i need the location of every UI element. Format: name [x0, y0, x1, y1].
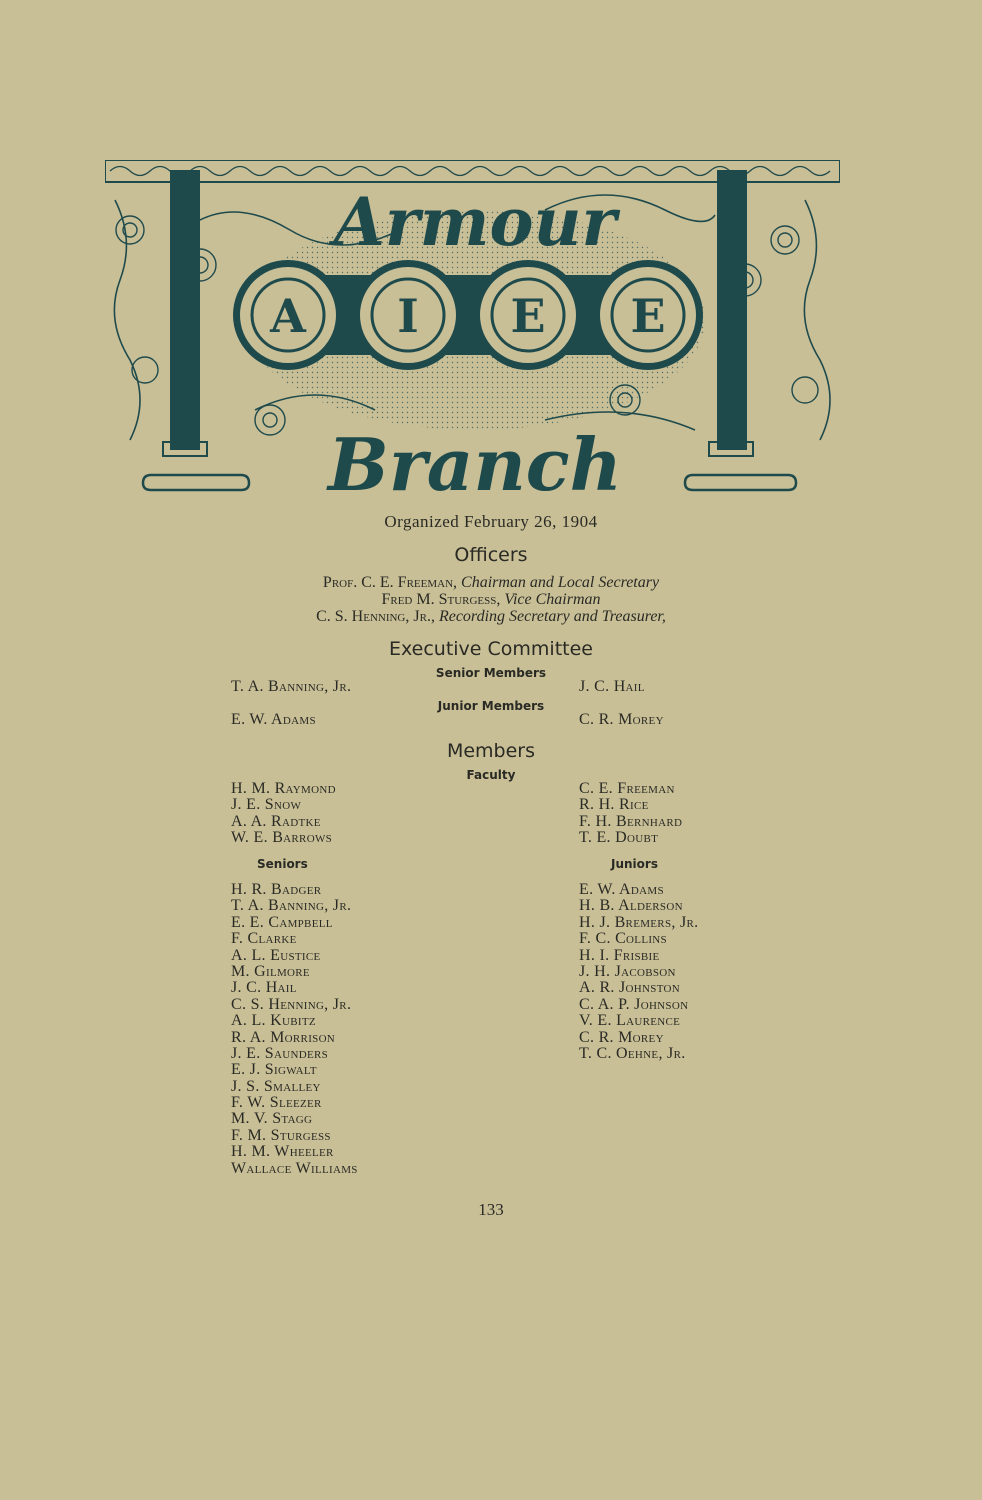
list-item: F. W. Sleezer	[231, 1094, 322, 1112]
exec-senior-right: J. C. Hail	[579, 678, 645, 695]
officer-line	[0, 608, 982, 625]
list-item: A. L. Kubitz	[231, 1012, 316, 1030]
juniors-list	[579, 882, 698, 1062]
medallion-letter-2: I	[397, 289, 419, 343]
list-item: H. I. Frisbie	[579, 946, 660, 964]
seniors-label: Seniors	[257, 857, 308, 871]
list-item: J. E. Saunders	[231, 1044, 329, 1062]
list-item: A. L. Eustice	[231, 946, 321, 964]
list-item: C. E. Freeman	[579, 780, 675, 797]
list-item: M. Gilmore	[231, 962, 310, 980]
list-item: H. B. Alderson	[579, 897, 683, 915]
list-item: A. R. Johnston	[579, 979, 681, 997]
faculty-right-list	[579, 781, 682, 847]
exec-junior-left: E. W. Adams	[231, 711, 316, 728]
officers-list	[0, 574, 982, 625]
list-item: E. W. Adams	[579, 881, 664, 898]
officers-heading: Officers	[454, 544, 528, 566]
list-item: C. A. P. Johnson	[579, 995, 689, 1013]
list-item: E. J. Sigwalt	[231, 1061, 317, 1079]
list-item: T. A. Banning, Jr.	[231, 897, 352, 915]
list-item: W. E. Barrows	[231, 829, 333, 847]
officer-name: C. S. Henning, Jr.,	[316, 608, 435, 625]
seniors-list	[231, 882, 358, 1177]
banner-title-bottom: Branch	[328, 422, 622, 500]
faculty-left-list	[231, 781, 336, 847]
list-item: Wallace Williams	[231, 1159, 358, 1177]
list-item: J. C. Hail	[231, 979, 297, 997]
list-item: V. E. Laurence	[579, 1012, 681, 1030]
officer-line	[0, 591, 982, 608]
officer-role: Chairman and Local Secretary	[461, 574, 660, 591]
medallion-letter-3: E	[510, 289, 546, 343]
junior-members-label: Junior Members	[437, 699, 545, 713]
executive-committee-heading: Executive Committee	[388, 638, 593, 660]
senior-members-label: Senior Members	[435, 666, 547, 680]
list-item: E. E. Campbell	[231, 913, 333, 931]
armour-branch-banner	[105, 160, 840, 500]
list-item: H. J. Bremers, Jr.	[579, 913, 699, 931]
faculty-label: Faculty	[466, 768, 516, 782]
list-item: T. E. Doubt	[579, 829, 659, 847]
exec-junior-right: C. R. Morey	[579, 711, 664, 728]
list-item: H. M. Raymond	[231, 780, 336, 797]
list-item: R. A. Morrison	[231, 1028, 336, 1046]
banner-title-top: Armour	[333, 183, 617, 261]
list-item: F. M. Sturgess	[231, 1126, 331, 1144]
list-item: J. S. Smalley	[231, 1077, 321, 1095]
list-item: H. R. Badger	[231, 881, 322, 898]
list-item: J. E. Snow	[231, 796, 302, 814]
officer-role: Recording Secretary and Treasurer,	[438, 608, 666, 625]
medallion-letter-1: A	[270, 289, 306, 343]
members-heading: Members	[446, 740, 536, 762]
list-item: A. A. Radtke	[231, 812, 321, 830]
juniors-label: Juniors	[611, 857, 658, 871]
list-item: H. M. Wheeler	[231, 1143, 334, 1161]
page-number: 133	[478, 1200, 504, 1219]
list-item: F. H. Bernhard	[579, 812, 683, 830]
officer-name: Fred M. Sturgess,	[381, 591, 501, 608]
list-item: C. R. Morey	[579, 1028, 664, 1046]
list-item: C. S. Henning, Jr.	[231, 995, 352, 1013]
list-item: M. V. Stagg	[231, 1110, 313, 1128]
list-item: J. H. Jacobson	[579, 962, 676, 980]
officer-role: Vice Chairman	[504, 591, 601, 608]
exec-senior-left: T. A. Banning, Jr.	[231, 678, 352, 695]
organized-date: Organized February 26, 1904	[384, 512, 598, 531]
list-item: R. H. Rice	[579, 796, 649, 814]
officer-line	[0, 574, 982, 591]
list-item: F. Clarke	[231, 930, 297, 948]
officer-name: Prof. C. E. Freeman,	[322, 574, 458, 591]
medallion-letter-4: E	[630, 289, 666, 343]
list-item: T. C. Oehne, Jr.	[579, 1044, 686, 1062]
list-item: F. C. Collins	[579, 930, 667, 948]
